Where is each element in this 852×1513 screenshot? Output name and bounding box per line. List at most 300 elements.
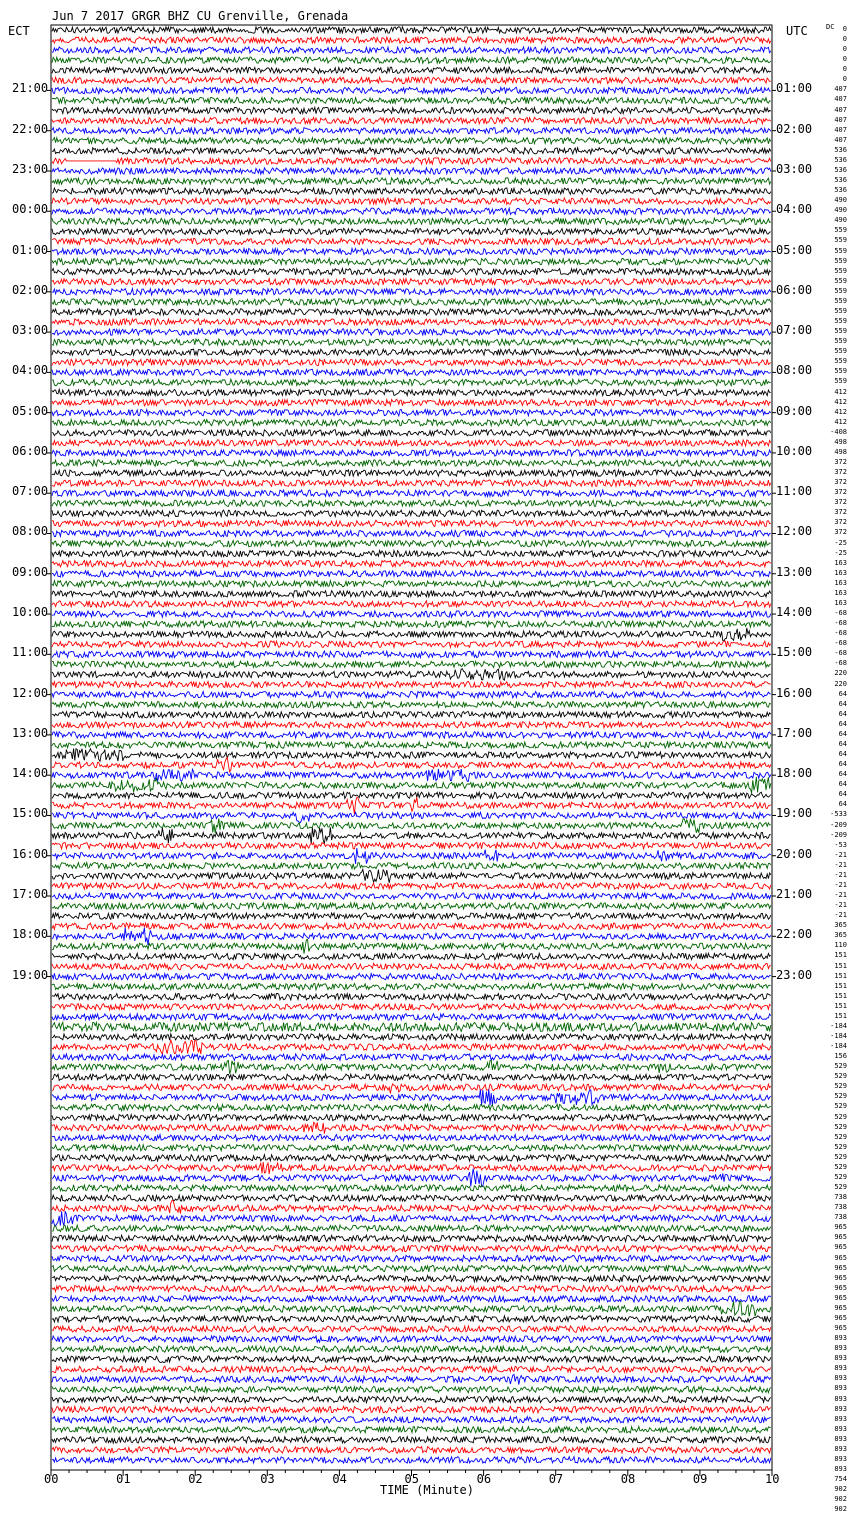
dc-offset-value: 965: [834, 1233, 847, 1242]
trace-row-33: [52, 359, 771, 365]
right-time-label: 13:00: [776, 564, 813, 579]
x-tick-label: 09: [692, 1472, 708, 1486]
dc-offset-value: 498: [834, 437, 847, 446]
dc-offset-value: 536: [834, 176, 847, 185]
dc-offset-value: 893: [834, 1454, 847, 1463]
dc-offset-value: 151: [834, 991, 847, 1000]
dc-offset-value: -53: [834, 840, 847, 849]
trace-row-142: [52, 1457, 771, 1463]
dc-offset-value: 407: [834, 105, 847, 114]
dc-offset-value: 64: [838, 729, 847, 738]
trace-row-127: [52, 1301, 771, 1316]
dc-offset-value: 490: [834, 196, 847, 205]
dc-offset-value: -209: [830, 830, 847, 839]
left-time-label: 06:00: [12, 443, 49, 458]
dc-offset-value: 893: [834, 1414, 847, 1423]
left-time-label: 21:00: [12, 81, 49, 96]
trace-row-79: [52, 818, 771, 833]
trace-row-22: [52, 248, 771, 254]
trace-row-86: [52, 893, 771, 899]
trace-row-102: [52, 1054, 771, 1060]
dc-offset-value: 559: [834, 317, 847, 326]
dc-offset-value: 220: [834, 669, 847, 678]
left-time-label: 22:00: [12, 121, 49, 136]
dc-offset-value: 559: [834, 286, 847, 295]
dc-offset-value: -533: [830, 810, 847, 819]
trace-row-13: [52, 158, 771, 164]
dc-offset-value: 893: [834, 1344, 847, 1353]
trace-row-138: [52, 1417, 771, 1423]
dc-offset-value: -21: [834, 891, 847, 899]
trace-row-135: [52, 1386, 771, 1392]
dc-offset-value: 372: [834, 518, 847, 527]
right-time-label: 02:00: [776, 121, 813, 136]
trace-row-32: [52, 349, 771, 355]
dc-offset-value: 559: [834, 266, 847, 275]
trace-row-122: [52, 1255, 771, 1261]
dc-offset-value: 220: [834, 679, 847, 688]
dc-offset-value: 151: [834, 981, 847, 990]
trace-row-118: [52, 1211, 771, 1226]
left-time-label: 23:00: [12, 161, 49, 176]
trace-row-63: [52, 661, 771, 667]
left-time-label: 16:00: [12, 846, 49, 861]
dc-offset-value: 490: [834, 206, 847, 215]
dc-offset-value: -21: [834, 901, 847, 910]
x-tick-label: 06: [476, 1472, 492, 1486]
dc-offset-value: 559: [834, 347, 847, 356]
right-time-label: 11:00: [776, 484, 813, 499]
trace-row-11: [52, 138, 771, 144]
trace-row-46: [52, 490, 771, 496]
trace-row-68: [52, 712, 771, 718]
dc-offset-value: 559: [834, 337, 847, 346]
trace-row-24: [52, 269, 771, 275]
trace-row-66: [52, 691, 771, 697]
trace-row-42: [52, 450, 771, 456]
left-time-label: 03:00: [12, 323, 49, 338]
dc-offset-value: 151: [834, 951, 847, 960]
dc-offset-value: 738: [834, 1213, 847, 1222]
dc-offset-value: 559: [834, 226, 847, 235]
dc-offset-value: 738: [834, 1203, 847, 1212]
dc-offset-value: 407: [834, 85, 847, 94]
dc-offset-value: -25: [834, 538, 847, 547]
dc-offset-value: 151: [834, 1001, 847, 1010]
trace-row-62: [52, 651, 771, 657]
trace-row-87: [52, 903, 771, 909]
dc-offset-value: 64: [838, 699, 847, 708]
trace-row-8: [52, 107, 771, 113]
trace-row-108: [52, 1114, 771, 1120]
trace-row-90: [52, 928, 771, 945]
trace-row-120: [52, 1235, 771, 1241]
dc-offset-value: 529: [834, 1122, 847, 1131]
dc-offset-value: 64: [838, 689, 847, 698]
dc-offset-value: 372: [834, 468, 847, 477]
left-time-label: 07:00: [12, 484, 49, 499]
dc-offset-value: 163: [834, 588, 847, 597]
dc-offset-value: -68: [834, 649, 847, 658]
dc-offset-value: -68: [834, 619, 847, 628]
trace-row-7: [52, 97, 771, 103]
trace-row-67: [52, 702, 771, 708]
trace-row-139: [52, 1427, 771, 1433]
trace-row-134: [52, 1374, 771, 1384]
dc-offset-value: 529: [834, 1092, 847, 1101]
right-time-label: 18:00: [776, 766, 813, 781]
trace-row-119: [52, 1225, 771, 1231]
trace-row-89: [52, 923, 771, 929]
trace-row-107: [52, 1104, 771, 1110]
dc-offset-value: 0: [842, 25, 847, 33]
trace-row-114: [52, 1169, 771, 1187]
trace-row-110: [52, 1135, 771, 1141]
dc-offset-value: 529: [834, 1172, 847, 1181]
dc-offset-value: -21: [834, 870, 847, 879]
trace-row-128: [52, 1316, 771, 1322]
trace-row-61: [52, 641, 771, 647]
trace-row-97: [52, 1004, 771, 1010]
trace-row-100: [52, 1034, 771, 1040]
left-time-label: 02:00: [12, 282, 49, 297]
dc-offset-value: 965: [834, 1324, 847, 1333]
trace-row-21: [52, 238, 771, 244]
trace-row-28: [52, 309, 771, 315]
trace-row-113: [52, 1162, 771, 1174]
dc-offset-value: 490: [834, 216, 847, 225]
trace-row-94: [52, 973, 771, 979]
dc-offset-value: 536: [834, 165, 847, 174]
dc-offset-value: 965: [834, 1273, 847, 1282]
trace-row-5: [52, 77, 771, 83]
trace-row-51: [52, 540, 771, 546]
dc-offset-value: 156: [834, 1052, 847, 1061]
dc-offset-value: 559: [834, 276, 847, 285]
trace-row-40: [52, 430, 771, 436]
trace-row-57: [52, 601, 771, 607]
dc-offset-value: 893: [834, 1334, 847, 1343]
dc-offset-value: 412: [834, 387, 847, 396]
x-tick-label: 05: [404, 1472, 419, 1486]
dc-offset-value: 372: [834, 458, 847, 466]
dc-offset-value: 559: [834, 256, 847, 265]
dc-offset-value: 64: [838, 760, 847, 769]
dc-offset-value: 0: [842, 45, 847, 54]
right-time-label: 01:00: [776, 81, 813, 96]
chart-title: Jun 7 2017 GRGR BHZ CU Grenville, Grenada: [52, 9, 349, 23]
dc-offset-value: 893: [834, 1404, 847, 1413]
trace-row-101: [52, 1040, 771, 1054]
trace-row-31: [52, 339, 771, 345]
trace-row-10: [52, 128, 771, 134]
dc-offset-value: 965: [834, 1223, 847, 1232]
dc-offset-value: -21: [834, 860, 847, 869]
dc-offset-value: 536: [834, 186, 847, 195]
dc-offset-value: 64: [838, 770, 847, 779]
dc-offset-value: 372: [834, 498, 847, 507]
trace-row-15: [52, 178, 771, 184]
dc-offset-value: 893: [834, 1384, 847, 1393]
right-time-label: 08:00: [776, 363, 813, 378]
right-time-label: 15:00: [776, 645, 813, 660]
right-time-label: 10:00: [776, 443, 813, 458]
right-time-label: 16:00: [776, 685, 813, 700]
trace-row-37: [52, 399, 771, 405]
trace-row-25: [52, 279, 771, 285]
trace-row-74: [52, 769, 771, 782]
right-time-label: 21:00: [776, 887, 813, 901]
dc-offset-value: 64: [838, 780, 847, 789]
dc-offset-value: 529: [834, 1062, 847, 1071]
left-time-label: 09:00: [12, 564, 49, 579]
trace-row-92: [52, 953, 771, 959]
trace-row-34: [52, 369, 771, 375]
trace-row-55: [52, 581, 771, 587]
dc-offset-value: 536: [834, 145, 847, 154]
trace-row-121: [52, 1245, 771, 1251]
trace-row-83: [52, 863, 771, 869]
right-time-label: 14:00: [776, 605, 813, 620]
trace-row-129: [52, 1326, 771, 1332]
trace-row-56: [52, 591, 771, 597]
dc-offset-value: 151: [834, 961, 847, 970]
dc-offset-value: 372: [834, 528, 847, 537]
trace-row-18: [52, 208, 771, 214]
dc-offset-value: 407: [834, 125, 847, 134]
trace-row-54: [52, 571, 771, 577]
trace-row-78: [52, 812, 771, 822]
trace-row-50: [52, 530, 771, 536]
left-time-label: 17:00: [12, 887, 49, 901]
dc-offset-value: 893: [834, 1465, 847, 1473]
trace-row-53: [52, 561, 771, 567]
x-tick-label: 00: [44, 1472, 59, 1486]
dc-offset-value: 559: [834, 246, 847, 255]
trace-row-12: [52, 148, 771, 154]
dc-offset-value: 559: [834, 296, 847, 305]
left-time-label: 13:00: [12, 725, 49, 740]
trace-row-131: [52, 1346, 771, 1352]
dc-offset-value: 372: [834, 488, 847, 497]
dc-offset-value: 965: [834, 1263, 847, 1272]
dc-offset-value: 151: [834, 971, 847, 980]
dc-offset-value: -21: [834, 911, 847, 920]
right-time-label: 04:00: [776, 202, 813, 217]
trace-row-26: [52, 289, 771, 295]
trace-row-49: [52, 520, 771, 526]
dc-offset-value: 893: [834, 1394, 847, 1403]
right-time-label: 12:00: [776, 524, 813, 539]
dc-offset-value: 559: [834, 327, 847, 336]
dc-offset-value: 163: [834, 568, 847, 577]
dc-offset-value: 64: [838, 790, 847, 799]
dc-offset-value: 738: [834, 1193, 847, 1202]
left-time-label: 10:00: [12, 605, 49, 620]
trace-row-136: [52, 1396, 771, 1402]
dc-offset-value: 498: [834, 447, 847, 456]
x-tick-label: 04: [332, 1472, 347, 1486]
trace-row-44: [52, 470, 771, 476]
left-time-label: 04:00: [12, 363, 49, 378]
dc-offset-value: 64: [838, 719, 847, 728]
dc-offset-value: 529: [834, 1183, 847, 1192]
dc-offset-value: 0: [842, 55, 847, 64]
trace-row-17: [52, 198, 771, 204]
dc-offset-value: 559: [834, 236, 847, 245]
x-tick-label: 08: [620, 1472, 636, 1486]
trace-row-126: [52, 1296, 771, 1302]
trace-row-9: [52, 117, 771, 123]
right-time-label: 17:00: [776, 725, 813, 740]
dc-offset-value: 151: [834, 1011, 847, 1020]
dc-offset-value: 365: [834, 931, 847, 940]
left-time-label: 05:00: [12, 403, 49, 418]
dc-offset-value: 893: [834, 1374, 847, 1383]
trace-row-103: [52, 1060, 771, 1073]
trace-row-23: [52, 258, 771, 264]
trace-row-47: [52, 500, 771, 506]
trace-row-19: [52, 218, 771, 224]
dc-offset-value: 372: [834, 478, 847, 487]
trace-row-116: [52, 1195, 771, 1201]
trace-row-115: [52, 1185, 771, 1191]
left-time-label: 14:00: [12, 766, 49, 781]
trace-row-39: [52, 420, 771, 426]
dc-offset-value: -68: [834, 659, 847, 668]
x-tick-label: 10: [765, 1472, 780, 1486]
left-time-label: 19:00: [12, 967, 49, 982]
left-time-label: 01:00: [12, 242, 49, 257]
dc-offset-value: -68: [834, 609, 847, 618]
trace-row-58: [52, 611, 771, 617]
trace-row-20: [52, 228, 771, 234]
dc-offset-value: 559: [834, 377, 847, 386]
trace-row-133: [52, 1366, 771, 1372]
dc-offset-value: 64: [838, 750, 847, 759]
trace-row-111: [52, 1145, 771, 1151]
dc-offset-value: 902: [834, 1505, 847, 1513]
dc-offset-value: 965: [834, 1253, 847, 1262]
trace-row-124: [52, 1276, 771, 1282]
trace-row-99: [52, 1022, 771, 1031]
trace-row-65: [52, 681, 771, 687]
trace-row-76: [52, 792, 771, 798]
trace-group: [52, 27, 771, 1463]
trace-row-84: [52, 869, 771, 883]
dc-offset-value: 0: [842, 35, 847, 44]
dc-offset-value: 372: [834, 508, 847, 517]
right-time-label: 23:00: [776, 967, 813, 982]
trace-row-71: [52, 742, 771, 748]
trace-row-95: [52, 983, 771, 989]
dc-offset-value: 64: [838, 739, 847, 748]
trace-row-98: [52, 1014, 771, 1020]
dc-offset-value: 407: [834, 135, 847, 144]
dc-offset-value: 529: [834, 1112, 847, 1121]
dc-offset-value: 529: [834, 1082, 847, 1091]
dc-offset-value: -184: [830, 1021, 847, 1030]
dc-offset-value: 536: [834, 155, 847, 164]
trace-row-6: [52, 87, 771, 93]
dc-offset-value: -68: [834, 629, 847, 638]
dc-offset-value: 163: [834, 598, 847, 607]
right-time-label: 05:00: [776, 242, 813, 257]
trace-row-106: [52, 1089, 771, 1105]
trace-row-140: [52, 1437, 771, 1443]
dc-offset-value: -68: [834, 639, 847, 648]
dc-offset-value: 412: [834, 407, 847, 416]
trace-row-27: [52, 299, 771, 305]
trace-row-29: [52, 319, 771, 325]
dc-offset-value: 559: [834, 306, 847, 315]
dc-offset-value: -184: [830, 1031, 847, 1040]
dc-offset-value: -21: [834, 850, 847, 859]
x-tick-label: 03: [260, 1472, 275, 1486]
right-time-label: 20:00: [776, 846, 813, 861]
x-tick-label: 01: [116, 1472, 131, 1486]
trace-row-52: [52, 550, 771, 556]
trace-row-4: [52, 67, 771, 73]
right-time-label: 19:00: [776, 806, 813, 821]
trace-row-130: [52, 1336, 771, 1342]
trace-row-81: [52, 843, 771, 849]
left-time-label: 18:00: [12, 927, 49, 942]
trace-row-93: [52, 963, 771, 969]
trace-row-1: [52, 37, 771, 43]
dc-offset-value: -184: [830, 1042, 847, 1051]
trace-row-60: [52, 628, 771, 641]
x-tick-label: 07: [548, 1472, 564, 1486]
trace-row-64: [52, 669, 771, 680]
dc-offset-value: 902: [834, 1485, 847, 1494]
trace-row-112: [52, 1155, 771, 1161]
trace-row-41: [52, 440, 771, 446]
dc-offset-value: 0: [842, 65, 847, 74]
dc-offset-value: 529: [834, 1162, 847, 1171]
dc-offset-value: 412: [834, 397, 847, 406]
dc-offset-value: 407: [834, 115, 847, 124]
trace-row-38: [52, 410, 771, 416]
dc-offset-value: 529: [834, 1132, 847, 1141]
dc-offset-value: 965: [834, 1293, 847, 1302]
dc-offset-value: 529: [834, 1142, 847, 1151]
trace-row-109: [52, 1122, 771, 1133]
trace-row-43: [52, 460, 771, 466]
dc-offset-value: 529: [834, 1102, 847, 1111]
dc-offset-value: 407: [834, 95, 847, 104]
trace-row-132: [52, 1356, 771, 1362]
trace-row-85: [52, 883, 771, 889]
trace-row-137: [52, 1406, 771, 1412]
dc-offset-value: 893: [834, 1364, 847, 1373]
trace-row-80: [52, 827, 771, 844]
trace-row-91: [52, 940, 771, 954]
left-time-label: 00:00: [12, 202, 49, 217]
right-timezone-label: UTC: [786, 24, 808, 38]
trace-row-82: [52, 848, 771, 864]
dc-offset-value: 965: [834, 1313, 847, 1322]
left-time-label: 15:00: [12, 806, 49, 821]
dc-offset-value: -209: [830, 820, 847, 829]
trace-row-30: [52, 329, 771, 335]
trace-row-59: [52, 621, 771, 627]
dc-offset-value: 902: [834, 1495, 847, 1504]
x-tick-label: 02: [188, 1472, 203, 1486]
dc-offset-value: 754: [834, 1475, 847, 1484]
right-time-label: 09:00: [776, 403, 813, 418]
trace-row-35: [52, 379, 771, 385]
